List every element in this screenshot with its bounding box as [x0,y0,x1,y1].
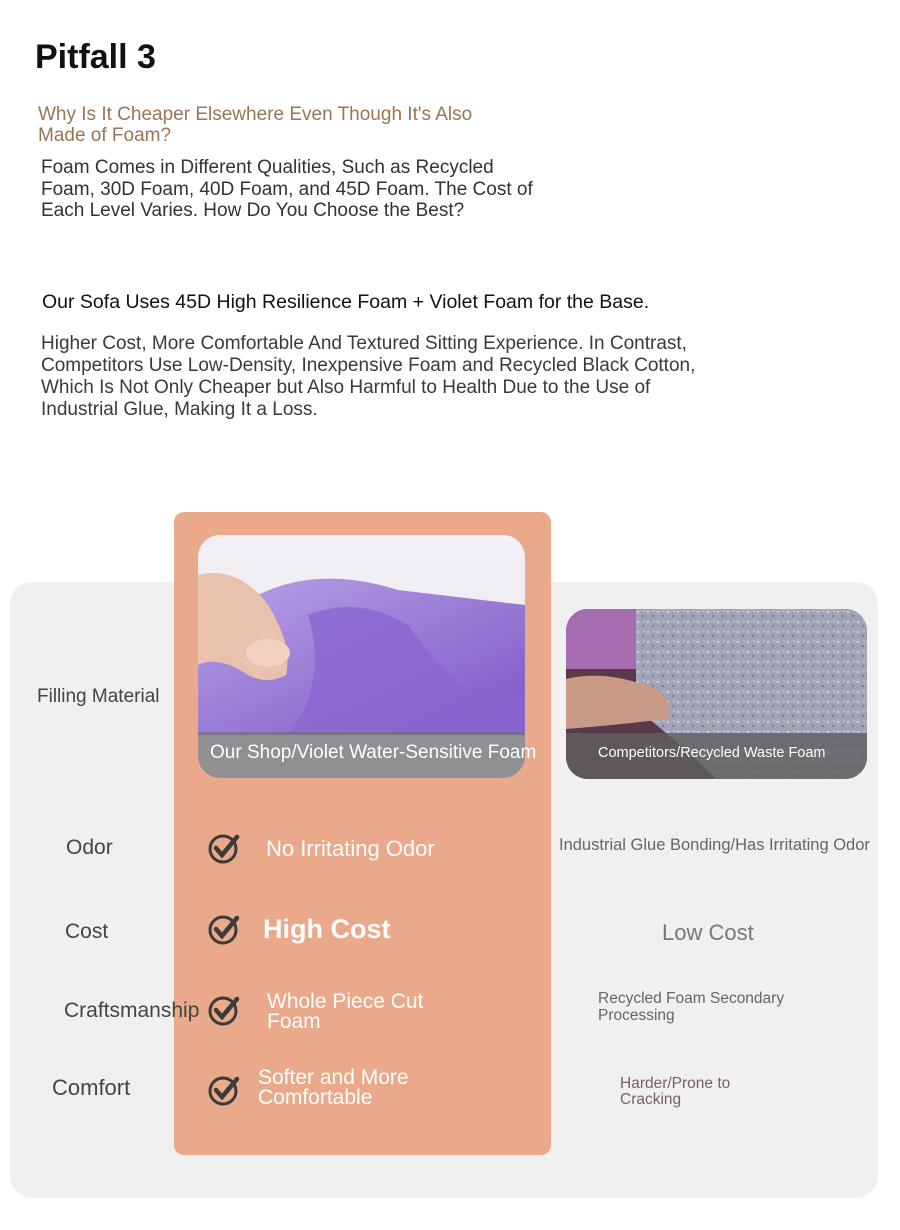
our-odor-value: No Irritating Odor [266,836,435,861]
row-label-craftsmanship: Craftsmanship [64,999,200,1022]
our-craftsmanship-value: Whole Piece Cut Foam [267,990,424,1033]
row-label-comfort: Comfort [52,1075,131,1100]
competitor-craftsmanship-value: Recycled Foam Secondary Processing [598,990,785,1024]
page-title: Pitfall 3 [35,38,156,76]
competitor-odor-value: Industrial Glue Bonding/Has Irritating Odor [559,836,870,854]
intro-text: Foam Comes in Different Qualities, Such as Recycled Foam, 30D Foam, 40D Foam, and 45D Foam. The Cost of Each Level Varies. How Do You Choose the Best? [41,157,533,221]
competitor-cost-value: Low Cost [662,920,754,945]
check-circle-icon [207,1073,241,1112]
check-circle-icon [207,993,241,1032]
check-circle-icon [207,831,241,870]
our-foam-caption: Our Shop/Violet Water-Sensitive Foam [210,742,537,763]
our-comfort-value: Softer and More Comfortable [258,1066,409,1109]
filling-material-label: Filling Material [37,686,160,707]
competitor-comfort-value: Harder/Prone to Cracking [620,1075,731,1108]
subtitle: Why Is It Cheaper Elsewhere Even Though It's Also Made of Foam? [38,104,473,146]
our-cost-value: High Cost [263,914,391,944]
competitor-foam-caption: Competitors/Recycled Waste Foam [598,745,826,761]
check-circle-icon [207,912,241,951]
section-paragraph: Higher Cost, More Comfortable And Textured Sitting Experience. In Contrast, Competitors Use Low-Density, Inexpensive Foam and Recycled Black Cotton, Which Is Not Only Cheaper but Also Harmful to Health Due to the Use of Industrial Glue, Making It a Loss. [41,333,696,420]
section-heading: Our Sofa Uses 45D High Resilience Foam + Violet Foam for the Base. [42,291,650,313]
row-label-cost: Cost [65,920,109,943]
row-label-odor: Odor [66,836,113,859]
